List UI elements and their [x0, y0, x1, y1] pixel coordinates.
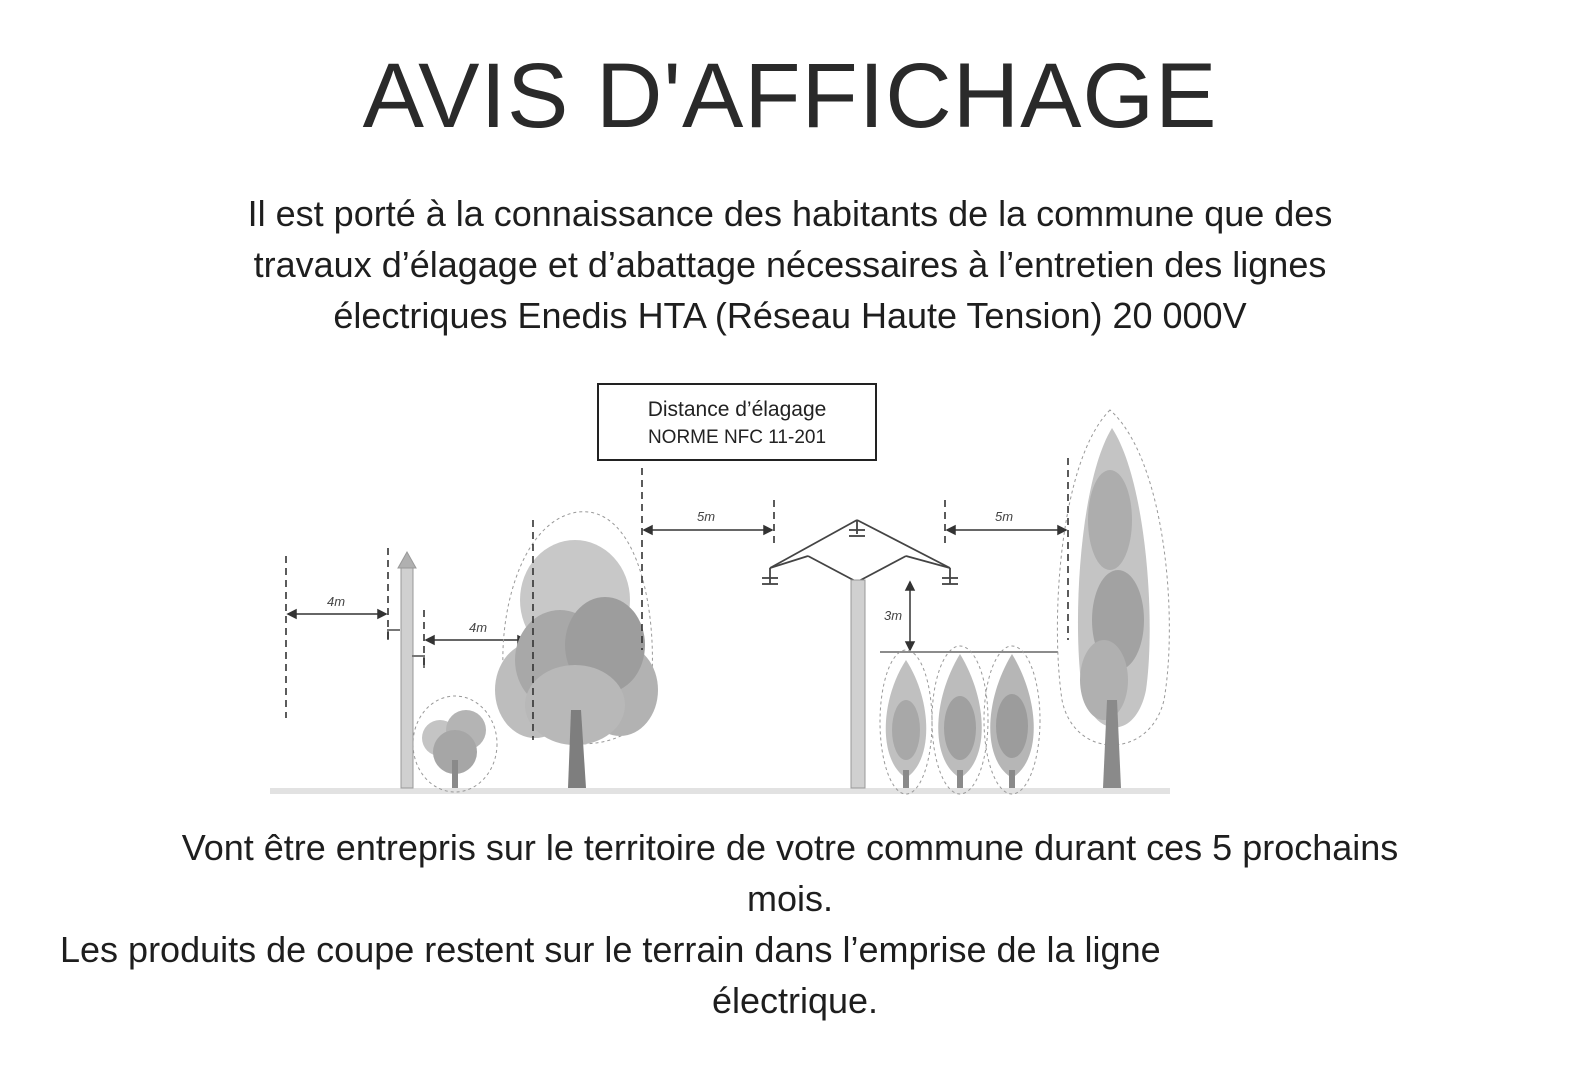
- footer-line: Les produits de coupe restent sur le terrain dans l’emprise de la ligne: [60, 929, 1161, 970]
- distance-arrow: [644, 526, 772, 534]
- distance-arrow: [947, 526, 1066, 534]
- ground-strip: [270, 788, 1170, 794]
- distance-label: 4m: [468, 620, 488, 635]
- page-title: AVIS D'AFFICHAGE: [362, 45, 1218, 147]
- footer-line: électrique.: [711, 980, 879, 1021]
- intro-line: Il est porté à la connaissance des habitants de la commune que des: [247, 193, 1333, 234]
- distance-label: 4m: [326, 594, 346, 609]
- label-box-line2: NORME NFC 11-201: [647, 427, 827, 448]
- distance-label: 5m: [994, 509, 1014, 524]
- distance-label: 3m: [883, 608, 903, 623]
- footer-paragraph-2: [40, 924, 1440, 1026]
- small-conifer: [984, 646, 1040, 794]
- intro-line: travaux d’élagage et d’abattage nécessaires à l’entretien des lignes: [253, 244, 1327, 285]
- pylon-post: [851, 580, 865, 788]
- distance-label: 5m: [696, 509, 716, 524]
- intro-line: électriques Enedis HTA (Réseau Haute Tension) 20 000V: [333, 295, 1247, 336]
- footer-paragraph-1: [40, 822, 1540, 924]
- distance-arrow: [426, 636, 526, 644]
- footer-line: mois.: [746, 878, 833, 919]
- distance-arrow: [288, 610, 386, 618]
- label-box: [598, 384, 876, 460]
- distance-arrow: [906, 582, 914, 650]
- broadleaf-tree: [495, 512, 658, 788]
- small-bush: [413, 696, 497, 792]
- small-conifer: [880, 650, 932, 794]
- small-conifer: [932, 646, 988, 794]
- label-box-line1: Distance d’élagage: [647, 398, 827, 421]
- hta-pylon: [762, 520, 958, 584]
- tall-poplar: [1057, 410, 1169, 788]
- footer-line: Vont être entrepris sur le territoire de votre commune durant ces 5 prochains: [181, 827, 1399, 868]
